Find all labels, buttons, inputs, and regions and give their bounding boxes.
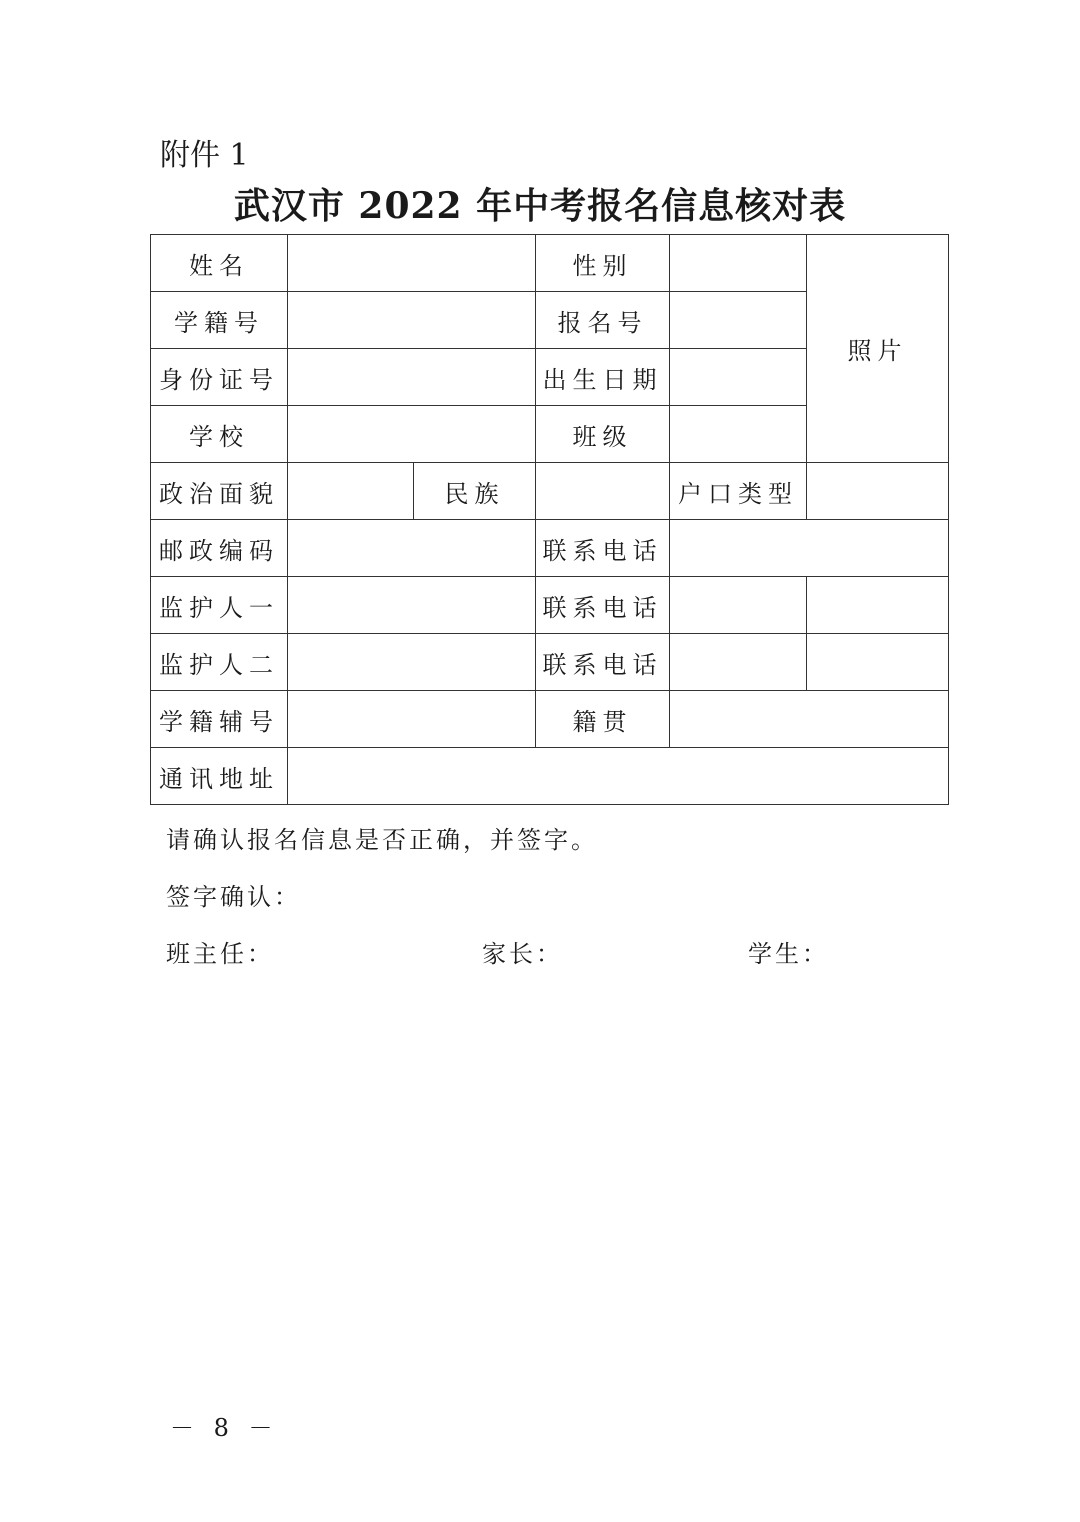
guardian-1-label: 监护人一	[151, 577, 288, 634]
native-place-label: 籍贯	[536, 691, 670, 748]
gender-field[interactable]	[670, 235, 807, 292]
registration-no-field[interactable]	[670, 292, 807, 349]
student-signature[interactable]: 学生：	[748, 940, 829, 968]
attachment-label: 附件 1	[160, 138, 249, 173]
postal-code-label: 邮政编码	[151, 520, 288, 577]
guardian-2-phone-label: 联系电话	[536, 634, 670, 691]
signature-confirm-label: 签字确认：	[166, 883, 301, 911]
id-number-label: 身份证号	[151, 349, 288, 406]
page-number: － 8 －	[170, 1414, 279, 1442]
birth-date-field[interactable]	[670, 349, 807, 406]
table-row	[151, 691, 949, 748]
guardian-2-phone-field-2[interactable]	[807, 634, 949, 691]
class-field[interactable]	[670, 406, 807, 463]
guardian-2-label: 监护人二	[151, 634, 288, 691]
political-status-label: 政治面貌	[151, 463, 288, 520]
political-status-field[interactable]	[288, 463, 414, 520]
table-row	[151, 634, 949, 691]
table-row	[151, 748, 949, 805]
phone-label: 联系电话	[536, 520, 670, 577]
student-id-label: 学籍号	[151, 292, 288, 349]
table-row	[151, 235, 949, 292]
registration-no-label: 报名号	[536, 292, 670, 349]
table-row	[151, 520, 949, 577]
name-field[interactable]	[288, 235, 536, 292]
confirm-note: 请确认报名信息是否正确，并签字。	[166, 826, 598, 854]
ethnicity-label: 民族	[414, 463, 536, 520]
student-aux-id-field[interactable]	[288, 691, 536, 748]
id-number-field[interactable]	[288, 349, 536, 406]
guardian-1-phone-field-2[interactable]	[807, 577, 949, 634]
hukou-type-field[interactable]	[807, 463, 949, 520]
table-row	[151, 577, 949, 634]
school-label: 学校	[151, 406, 288, 463]
class-label: 班级	[536, 406, 670, 463]
guardian-2-phone-field[interactable]	[670, 634, 807, 691]
gender-label: 性别	[536, 235, 670, 292]
guardian-2-field[interactable]	[288, 634, 536, 691]
document-title: 武汉市 2022 年中考报名信息核对表	[233, 185, 847, 227]
student-aux-id-label: 学籍辅号	[151, 691, 288, 748]
birth-date-label: 出生日期	[536, 349, 670, 406]
address-label: 通讯地址	[151, 748, 288, 805]
postal-code-field[interactable]	[288, 520, 536, 577]
school-field[interactable]	[288, 406, 536, 463]
registration-info-table	[150, 234, 949, 805]
parent-signature[interactable]: 家长：	[482, 940, 563, 968]
name-label: 姓名	[151, 235, 288, 292]
ethnicity-field[interactable]	[536, 463, 670, 520]
native-place-field[interactable]	[670, 691, 949, 748]
phone-field[interactable]	[670, 520, 949, 577]
address-field[interactable]	[288, 748, 949, 805]
table-row	[151, 463, 949, 520]
guardian-1-phone-field[interactable]	[670, 577, 807, 634]
student-id-field[interactable]	[288, 292, 536, 349]
guardian-1-phone-label: 联系电话	[536, 577, 670, 634]
head-teacher-signature[interactable]: 班主任：	[166, 940, 274, 968]
guardian-1-field[interactable]	[288, 577, 536, 634]
photo-box[interactable]: 照片	[807, 235, 949, 463]
hukou-type-label: 户口类型	[670, 463, 807, 520]
